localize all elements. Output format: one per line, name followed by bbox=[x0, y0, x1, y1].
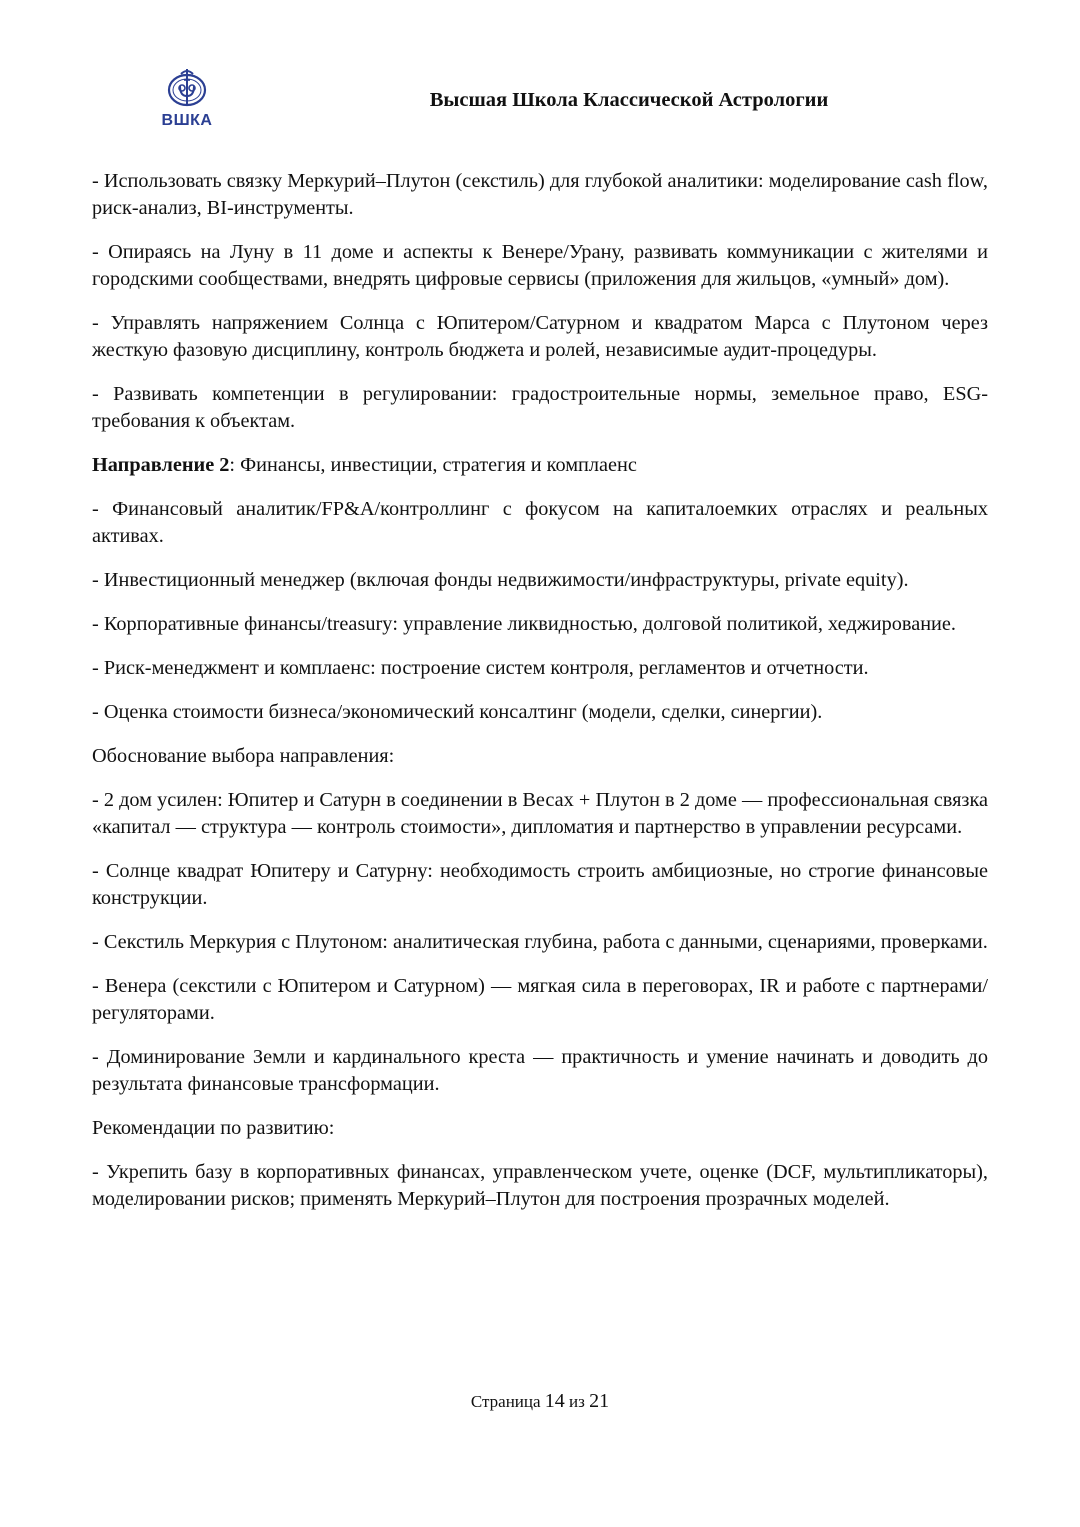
paragraph: - Укрепить базу в корпоративных финансах, управленческом учете, оценке (DCF, мультипликаторы), моделировании рисков; применять Меркурий–Плутон для построения прозрачных моделей. bbox=[92, 1161, 988, 1210]
paragraph: - Корпоративные финансы/treasury: управление ликвидностью, долговой политикой, хеджирование. bbox=[92, 613, 956, 635]
paragraph: - Инвестиционный менеджер (включая фонды недвижимости/инфраструктуры, private equity). bbox=[92, 569, 909, 591]
section-heading: Обоснование выбора направления: bbox=[92, 745, 395, 767]
paragraph: - Риск-менеджмент и комплаенс: построение систем контроля, регламентов и отчетности. bbox=[92, 657, 869, 679]
paragraph: - Оценка стоимости бизнеса/экономический консалтинг (модели, сделки, синергии). bbox=[92, 701, 823, 723]
paragraph: - Солнце квадрат Юпитеру и Сатурну: необходимость строить амбициозные, но строгие финансовые конструкции. bbox=[92, 860, 988, 909]
paragraph: - Венера (секстили с Юпитером и Сатурном) — мягкая сила в переговорах, IR и работе с партнерами/регуляторами. bbox=[92, 975, 988, 1024]
page-number: 14 bbox=[544, 1390, 565, 1412]
paragraph: - Использовать связку Меркурий–Плутон (секстиль) для глубокой аналитики: моделирование cash flow, риск-анализ, BI-инструменты. bbox=[92, 170, 988, 219]
page-total: 21 bbox=[589, 1390, 610, 1412]
footer-prefix: Страница bbox=[470, 1392, 541, 1411]
school-title: Высшая Школа Классической Астрологии bbox=[429, 89, 829, 111]
direction-text: : Финансы, инвестиции, стратегия и комплаенс bbox=[229, 454, 637, 476]
paragraph: - Доминирование Земли и кардинального креста — практичность и умение начинать и доводить до результата финансовые трансформации. bbox=[92, 1046, 988, 1095]
paragraph: - Управлять напряжением Солнца с Юпитером/Сатурном и квадратом Марса с Плутоном через жесткую фазовую дисциплину, контроль бюджета и ролей, независимые аудит-процедуры. bbox=[92, 312, 988, 361]
section-heading: Рекомендации по развитию: bbox=[92, 1117, 335, 1139]
page-footer bbox=[0, 1390, 1080, 1413]
paragraph: - Опираясь на Луну в 11 доме и аспекты к Венере/Урану, развивать коммуникации с жителями и городскими сообществами, внедрять цифровые сервисы (приложения для жильцов, «умный» дом). bbox=[92, 241, 988, 290]
direction-heading bbox=[92, 452, 988, 479]
paragraph: - Развивать компетенции в регулировании: градостроительные нормы, земельное право, ESG-требования к объектам. bbox=[92, 383, 988, 432]
logo-text: ВШКА bbox=[161, 112, 213, 129]
direction-label: Направление 2 bbox=[92, 454, 230, 476]
document-body bbox=[92, 168, 988, 1230]
footer-of: из bbox=[569, 1392, 585, 1411]
paragraph: - Секстиль Меркурия с Плутоном: аналитическая глубина, работа с данными, сценариями, проверками. bbox=[92, 931, 988, 953]
paragraph: - Финансовый аналитик/FP&A/контроллинг с фокусом на капиталоемких отраслях и реальных активах. bbox=[92, 498, 988, 547]
paragraph: - 2 дом усилен: Юпитер и Сатурн в соединении в Весах + Плутон в 2 доме — профессиональная связка «капитал — структура — контроль стоимости», дипломатия и партнерство в управлении ресурсами. bbox=[92, 789, 988, 838]
